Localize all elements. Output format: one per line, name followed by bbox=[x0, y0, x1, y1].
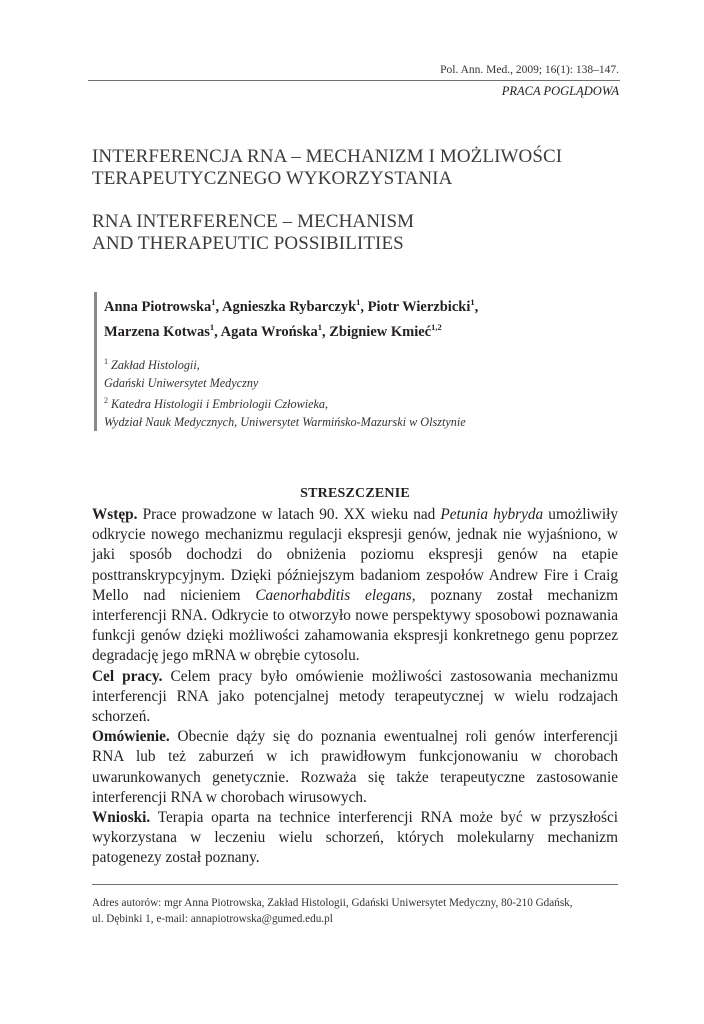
author-name: Agnieszka Rybarczyk bbox=[222, 298, 357, 315]
affiliation-number: 2 bbox=[104, 395, 108, 405]
footnote-line: Adres autorów: mgr Anna Piotrowska, Zakład Histologii, Gdański Uniwersytet Medyczny, 80-210 Gdańsk, bbox=[92, 897, 573, 909]
author-separator: , bbox=[214, 323, 221, 340]
affiliation-text: Zakład Histologii, bbox=[111, 357, 200, 372]
affiliation-line bbox=[104, 392, 634, 413]
abstract-introduction bbox=[92, 505, 618, 667]
document-type: PRACA POGLĄDOWA bbox=[501, 84, 619, 98]
species-name: Petunia hybryda bbox=[440, 506, 544, 523]
affiliation-line bbox=[104, 353, 634, 374]
affiliation-line bbox=[104, 413, 634, 431]
title-polish-line: INTERFERENCJA RNA – MECHANIZM I MOŻLIWOŚCI bbox=[92, 146, 563, 167]
affiliation-marker: 1,2 bbox=[431, 321, 442, 332]
author-name: Piotr Wierzbicki bbox=[367, 298, 471, 315]
affiliation-number: 1 bbox=[104, 356, 108, 366]
affiliation-text: Katedra Histologii i Embriologii Człowieka, bbox=[111, 396, 329, 411]
title-polish bbox=[92, 146, 622, 190]
abstract-discussion bbox=[92, 727, 618, 808]
author-address-footnote bbox=[92, 895, 618, 927]
journal-citation: Pol. Ann. Med., 2009; 16(1): 138–147. bbox=[440, 64, 619, 76]
title-polish-line: TERAPEUTYCZNEGO WYKORZYSTANIA bbox=[92, 168, 453, 189]
abstract-text: Obecnie dąży się do poznania ewentualnej roli genów interferencji RNA lub też zaburzeń w ich prawidłowym funkcjonowaniu w chorobach uwarunkowanych genetycznie. Rozważa się także terapeutyczne zastosowanie interferencji RNA w chorobach wirusowych. bbox=[92, 728, 618, 806]
abstract-text: umożliwiły odkrycie nowego mechanizmu regulacji ekspresji genów, jednak nie wyjaśniono, w jaki sposób dochodzi do obniżenia poziomu ekspresji genów na etapie posttranskrypcyjnym. Dzięki późniejszym badaniom zespołów Andrew Fire i Craig Mello nad nicieniem bbox=[92, 506, 618, 604]
affiliation-marker: 1 bbox=[209, 321, 215, 332]
author-name: Agata Wrońska bbox=[220, 323, 318, 340]
affiliation-marker: 1 bbox=[211, 297, 216, 307]
abstract-text: Celem pracy było omówienie możliwości zastosowania mechanizmu interferencji RNA jako potencjalnej metody terapeutycznej w wielu rodzajach schorzeń. bbox=[92, 667, 618, 726]
author-list bbox=[104, 292, 634, 342]
title-english-line: AND THERAPEUTIC POSSIBILITIES bbox=[92, 233, 404, 254]
author-name: Zbigniew Kmieć bbox=[329, 323, 432, 340]
author-separator: , bbox=[321, 323, 330, 340]
abstract-text: Prace prowadzone w latach 90. XX wieku nad bbox=[137, 506, 441, 523]
affiliations bbox=[104, 353, 634, 431]
affiliation-text: Gdański Uniwersytet Medyczny bbox=[104, 375, 259, 390]
section-label: Wstęp. bbox=[92, 506, 138, 523]
footnote-rule bbox=[92, 884, 618, 885]
header-rule bbox=[88, 80, 620, 81]
section-label: Omówienie. bbox=[92, 728, 170, 746]
author-block bbox=[94, 292, 634, 431]
title-english bbox=[92, 211, 622, 255]
abstract-body bbox=[92, 505, 618, 869]
affiliation-marker: 1 bbox=[356, 297, 361, 307]
author-separator: , bbox=[360, 298, 368, 315]
affiliation-text: Wydział Nauk Medycznych, Uniwersytet Warmińsko-Mazurski w Olsztynie bbox=[104, 414, 466, 429]
species-name: Caenorhabditis elegans, bbox=[255, 586, 416, 604]
abstract-text: poznany został mechanizm interferencji RNA. Odkrycie to otworzyło nowe perspektywy sposobowi poznawania funkcji genów dzięki możliwości zahamowania ekspresji konkretnego genu poprzez degradację jego mRNA w obrębie cytosolu. bbox=[92, 586, 618, 665]
author-line bbox=[104, 292, 634, 317]
author-name: Marzena Kotwas bbox=[104, 323, 210, 340]
section-label: Cel pracy. bbox=[92, 667, 163, 685]
author-name: Anna Piotrowska bbox=[104, 298, 212, 315]
title-english-line: RNA INTERFERENCE – MECHANISM bbox=[92, 211, 415, 232]
abstract-aim bbox=[92, 667, 618, 728]
footnote-line: ul. Dębinki 1, e-mail: annapiotrowska@gumed.edu.pl bbox=[92, 913, 333, 925]
author-line bbox=[104, 317, 634, 342]
abstract-text: Terapia oparta na technice interferencji RNA może być w przyszłości wykorzystana w leczeniu wielu schorzeń, których molekularny mechanizm patogenezy został poznany. bbox=[92, 809, 618, 867]
abstract-conclusions bbox=[92, 808, 618, 869]
section-label: Wnioski. bbox=[92, 809, 151, 827]
affiliation-marker: 1 bbox=[470, 297, 475, 307]
affiliation-marker: 1 bbox=[317, 321, 322, 332]
affiliation-line bbox=[104, 374, 634, 392]
abstract-heading: STRESZCZENIE bbox=[300, 486, 410, 501]
author-separator: , bbox=[215, 298, 222, 315]
author-separator: , bbox=[474, 298, 479, 315]
